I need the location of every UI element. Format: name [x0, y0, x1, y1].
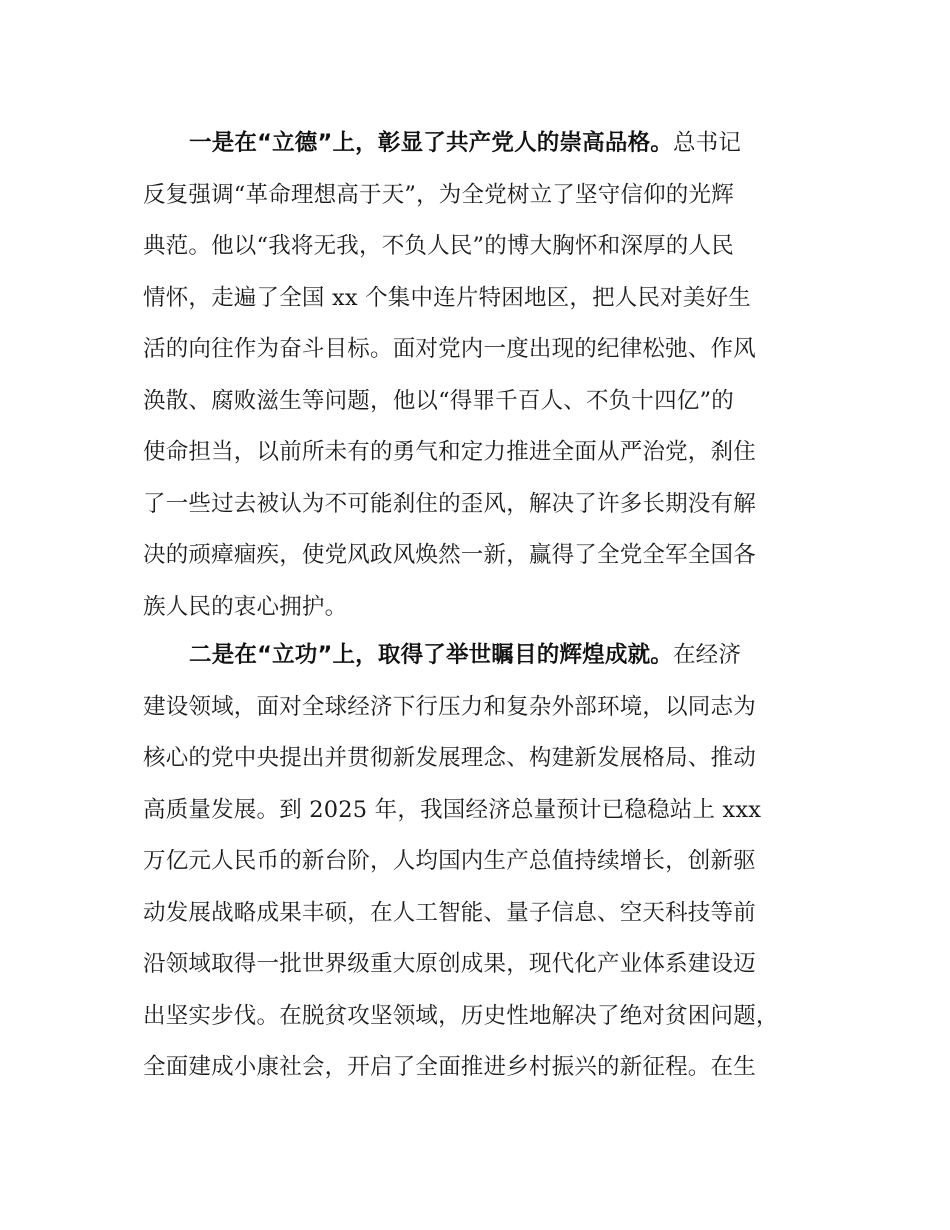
- paragraph-line: [143, 118, 833, 170]
- paragraph-line: 核心的党中央提出并贯彻新发展理念、构建新发展格局、推动: [143, 745, 756, 771]
- paragraph-2: [143, 630, 833, 1094]
- paragraph-line: 族人民的衷心拥护。: [143, 593, 348, 620]
- paragraph-text: 在经济: [672, 642, 742, 668]
- paragraph-line: 情怀，走遍了全国 xx 个集中连片特困地区，把人民对美好生: [143, 284, 751, 311]
- paragraph-line: 全面建成小康社会，开启了全面推进乡村振兴的新征程。在生: [143, 1054, 756, 1080]
- paragraph-line: [143, 630, 833, 682]
- paragraph-line: 决的顽瘴痼疾，使党风政风焕然一新，赢得了全党全军全国各: [143, 542, 756, 568]
- paragraph-line: 高质量发展。到 2025 年，我国经济总量预计已稳稳站上 xxx: [143, 796, 762, 823]
- paragraph-line: 活的向往作为奋斗目标。面对党内一度出现的纪律松弛、作风: [143, 336, 756, 362]
- paragraph-line: 涣散、腐败滋生等问题，他以“得罪千百人、不负十四亿”的: [143, 387, 734, 414]
- paragraph-text: 总书记: [672, 130, 742, 156]
- paragraph-line: 了一些过去被认为不可能刹住的歪风，解决了许多长期没有解: [143, 490, 756, 517]
- paragraph-lead: 一是在“立德”上，彰显了共产党人的崇高品格。: [189, 130, 673, 156]
- paragraph-line: 万亿元人民币的新台阶，人均国内生产总值持续增长，创新驱: [143, 848, 756, 874]
- paragraph-line: 沿领域取得一批世界级重大原创成果，现代化产业体系建设迈: [143, 951, 756, 977]
- paragraph-line: 建设领域，面对全球经济下行压力和复杂外部环境，以同志为: [143, 693, 756, 720]
- paragraph-line: 反复强调“革命理想高于天”，为全党树立了坚守信仰的光辉: [143, 181, 734, 208]
- paragraph-line: 出坚实步伐。在脱贫攻坚领域，历史性地解决了绝对贫困问题，: [143, 1002, 779, 1029]
- paragraph-line: 动发展战略成果丰硕，在人工智能、量子信息、空天科技等前: [143, 899, 756, 926]
- paragraph-line: 使命担当，以前所未有的勇气和定力推进全面从严治党，刹住: [143, 439, 756, 465]
- paragraph-line: 典范。他以“我将无我，不负人民”的博大胸怀和深厚的人民: [143, 233, 734, 259]
- paragraph-lead: 二是在“立功”上，取得了举世瞩目的辉煌成就。: [189, 642, 673, 668]
- paragraph-1: [143, 118, 833, 633]
